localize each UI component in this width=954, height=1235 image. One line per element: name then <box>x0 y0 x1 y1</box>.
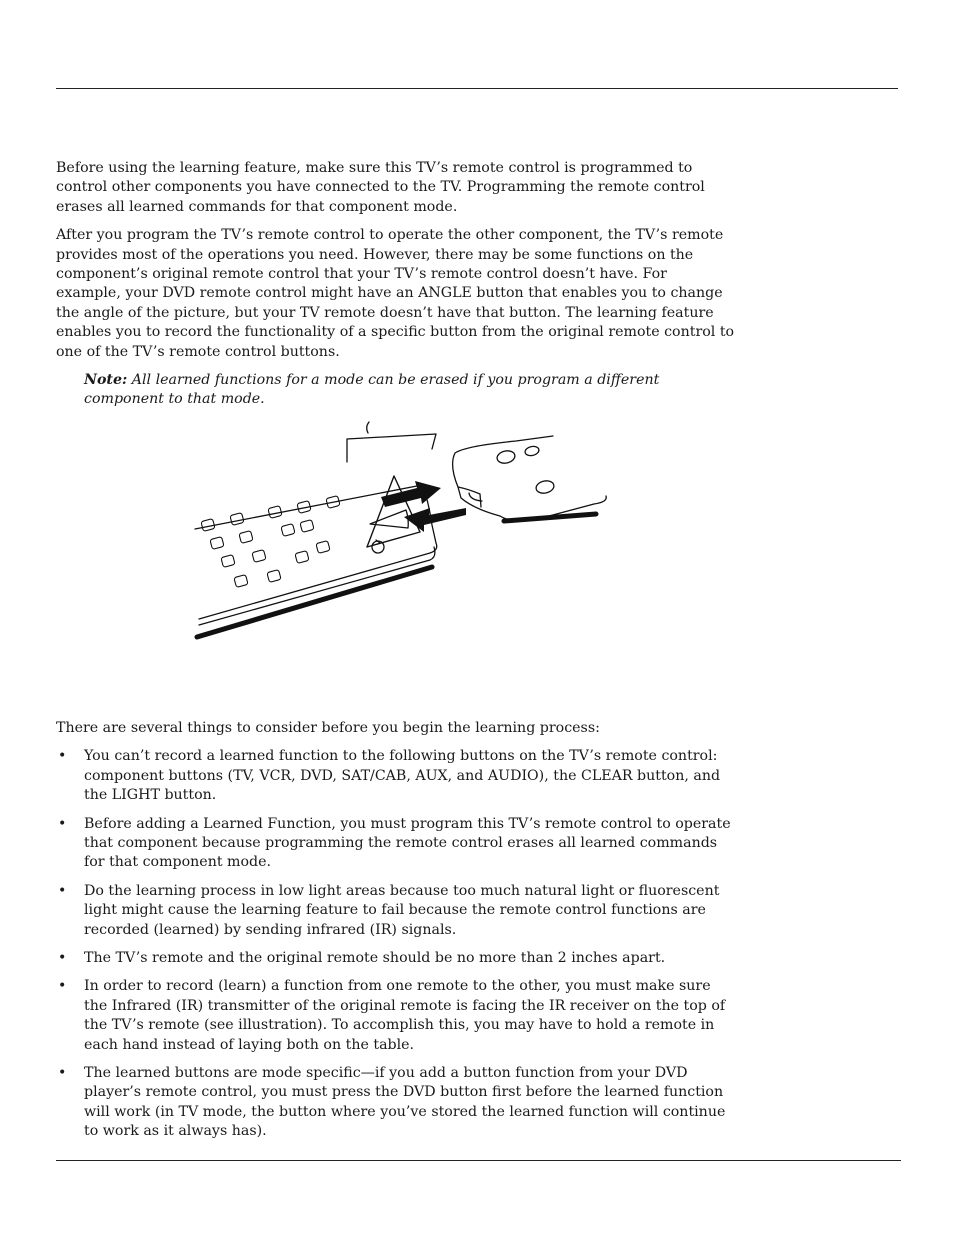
list-item-text: The learned buttons are mode specific—if you add a button function from your DVD player’s remote control, you must press the DVD button first before the learned function will work (in TV mode, the button where you’ve stored the learned function will continue to work as it always has). <box>84 1064 726 1140</box>
list-item <box>56 949 736 968</box>
list-item <box>56 1064 736 1142</box>
footer-rule <box>56 1160 901 1161</box>
list-item <box>56 882 736 940</box>
page-content <box>56 159 736 1151</box>
list-item <box>56 747 736 805</box>
bullet-glyph: • <box>58 815 67 832</box>
list-item-text: Before adding a Learned Function, you must program this TV’s remote control to operate that component because programming the remote control erases all learned commands for that component mode. <box>84 815 731 871</box>
bullet-glyph: • <box>58 882 67 899</box>
bullet-glyph: • <box>58 1064 67 1081</box>
list-item <box>56 815 736 873</box>
bullet-glyph: • <box>58 978 67 995</box>
considerations-lead: There are several things to consider before you begin the learning process: <box>56 719 600 736</box>
header-rule <box>56 88 898 89</box>
intro-paragraph-2: After you program the TV’s remote control to operate the other component, the TV’s remote provides most of the operations you need. However, there may be some functions on the component’s original remote control that your TV’s remote control doesn’t have. For example, your DVD remote control might have an ANGLE button that enables you to change the angle of the picture, but your TV remote doesn’t have that button. The learning feature enables you to record the functionality of a specific button from the original remote control to one of the TV’s remote control buttons. <box>56 227 735 360</box>
original-remote-icon <box>453 436 607 521</box>
list-item-text: You can’t record a learned function to the following buttons on the TV’s remote control: component buttons (TV, VCR, DVD, SAT/CAB, AUX, and AUDIO), the CLEAR button, and the LIGHT button. <box>84 748 721 804</box>
ir-signal-arrows <box>381 481 466 532</box>
list-item <box>56 977 736 1055</box>
list-item-text: In order to record (learn) a function from one remote to the other, you must make sure the Infrared (IR) transmitter of the original remote is facing the IR receiver on the top of the TV’s remote (see illustration). To accomplish this, you may have to hold a remote in each hand instead of laying both on the table. <box>84 978 726 1053</box>
note-text: All learned functions for a mode can be erased if you program a different component to that mode. <box>84 372 660 408</box>
list-item-text: The TV’s remote and the original remote should be no more than 2 inches apart. <box>84 949 666 966</box>
remote-buttons <box>201 495 340 587</box>
bullet-glyph: • <box>58 949 67 966</box>
note-label: Note: <box>84 372 128 389</box>
note-paragraph <box>84 371 736 410</box>
remote-learning-illustration <box>56 419 736 699</box>
list-item-text: Do the learning process in low light areas because too much natural light or fluorescent light might cause the learning feature to fail because the remote control functions are recorded (learned) by sending infrared (IR) signals. <box>84 882 720 938</box>
intro-paragraph-1: Before using the learning feature, make sure this TV’s remote control is programmed to control other components you have connected to the TV. Programming the remote control erases all learned commands for that component mode. <box>56 160 705 215</box>
callout-bracket <box>347 422 436 462</box>
bullet-glyph: • <box>58 748 67 765</box>
considerations-list <box>56 747 736 1141</box>
